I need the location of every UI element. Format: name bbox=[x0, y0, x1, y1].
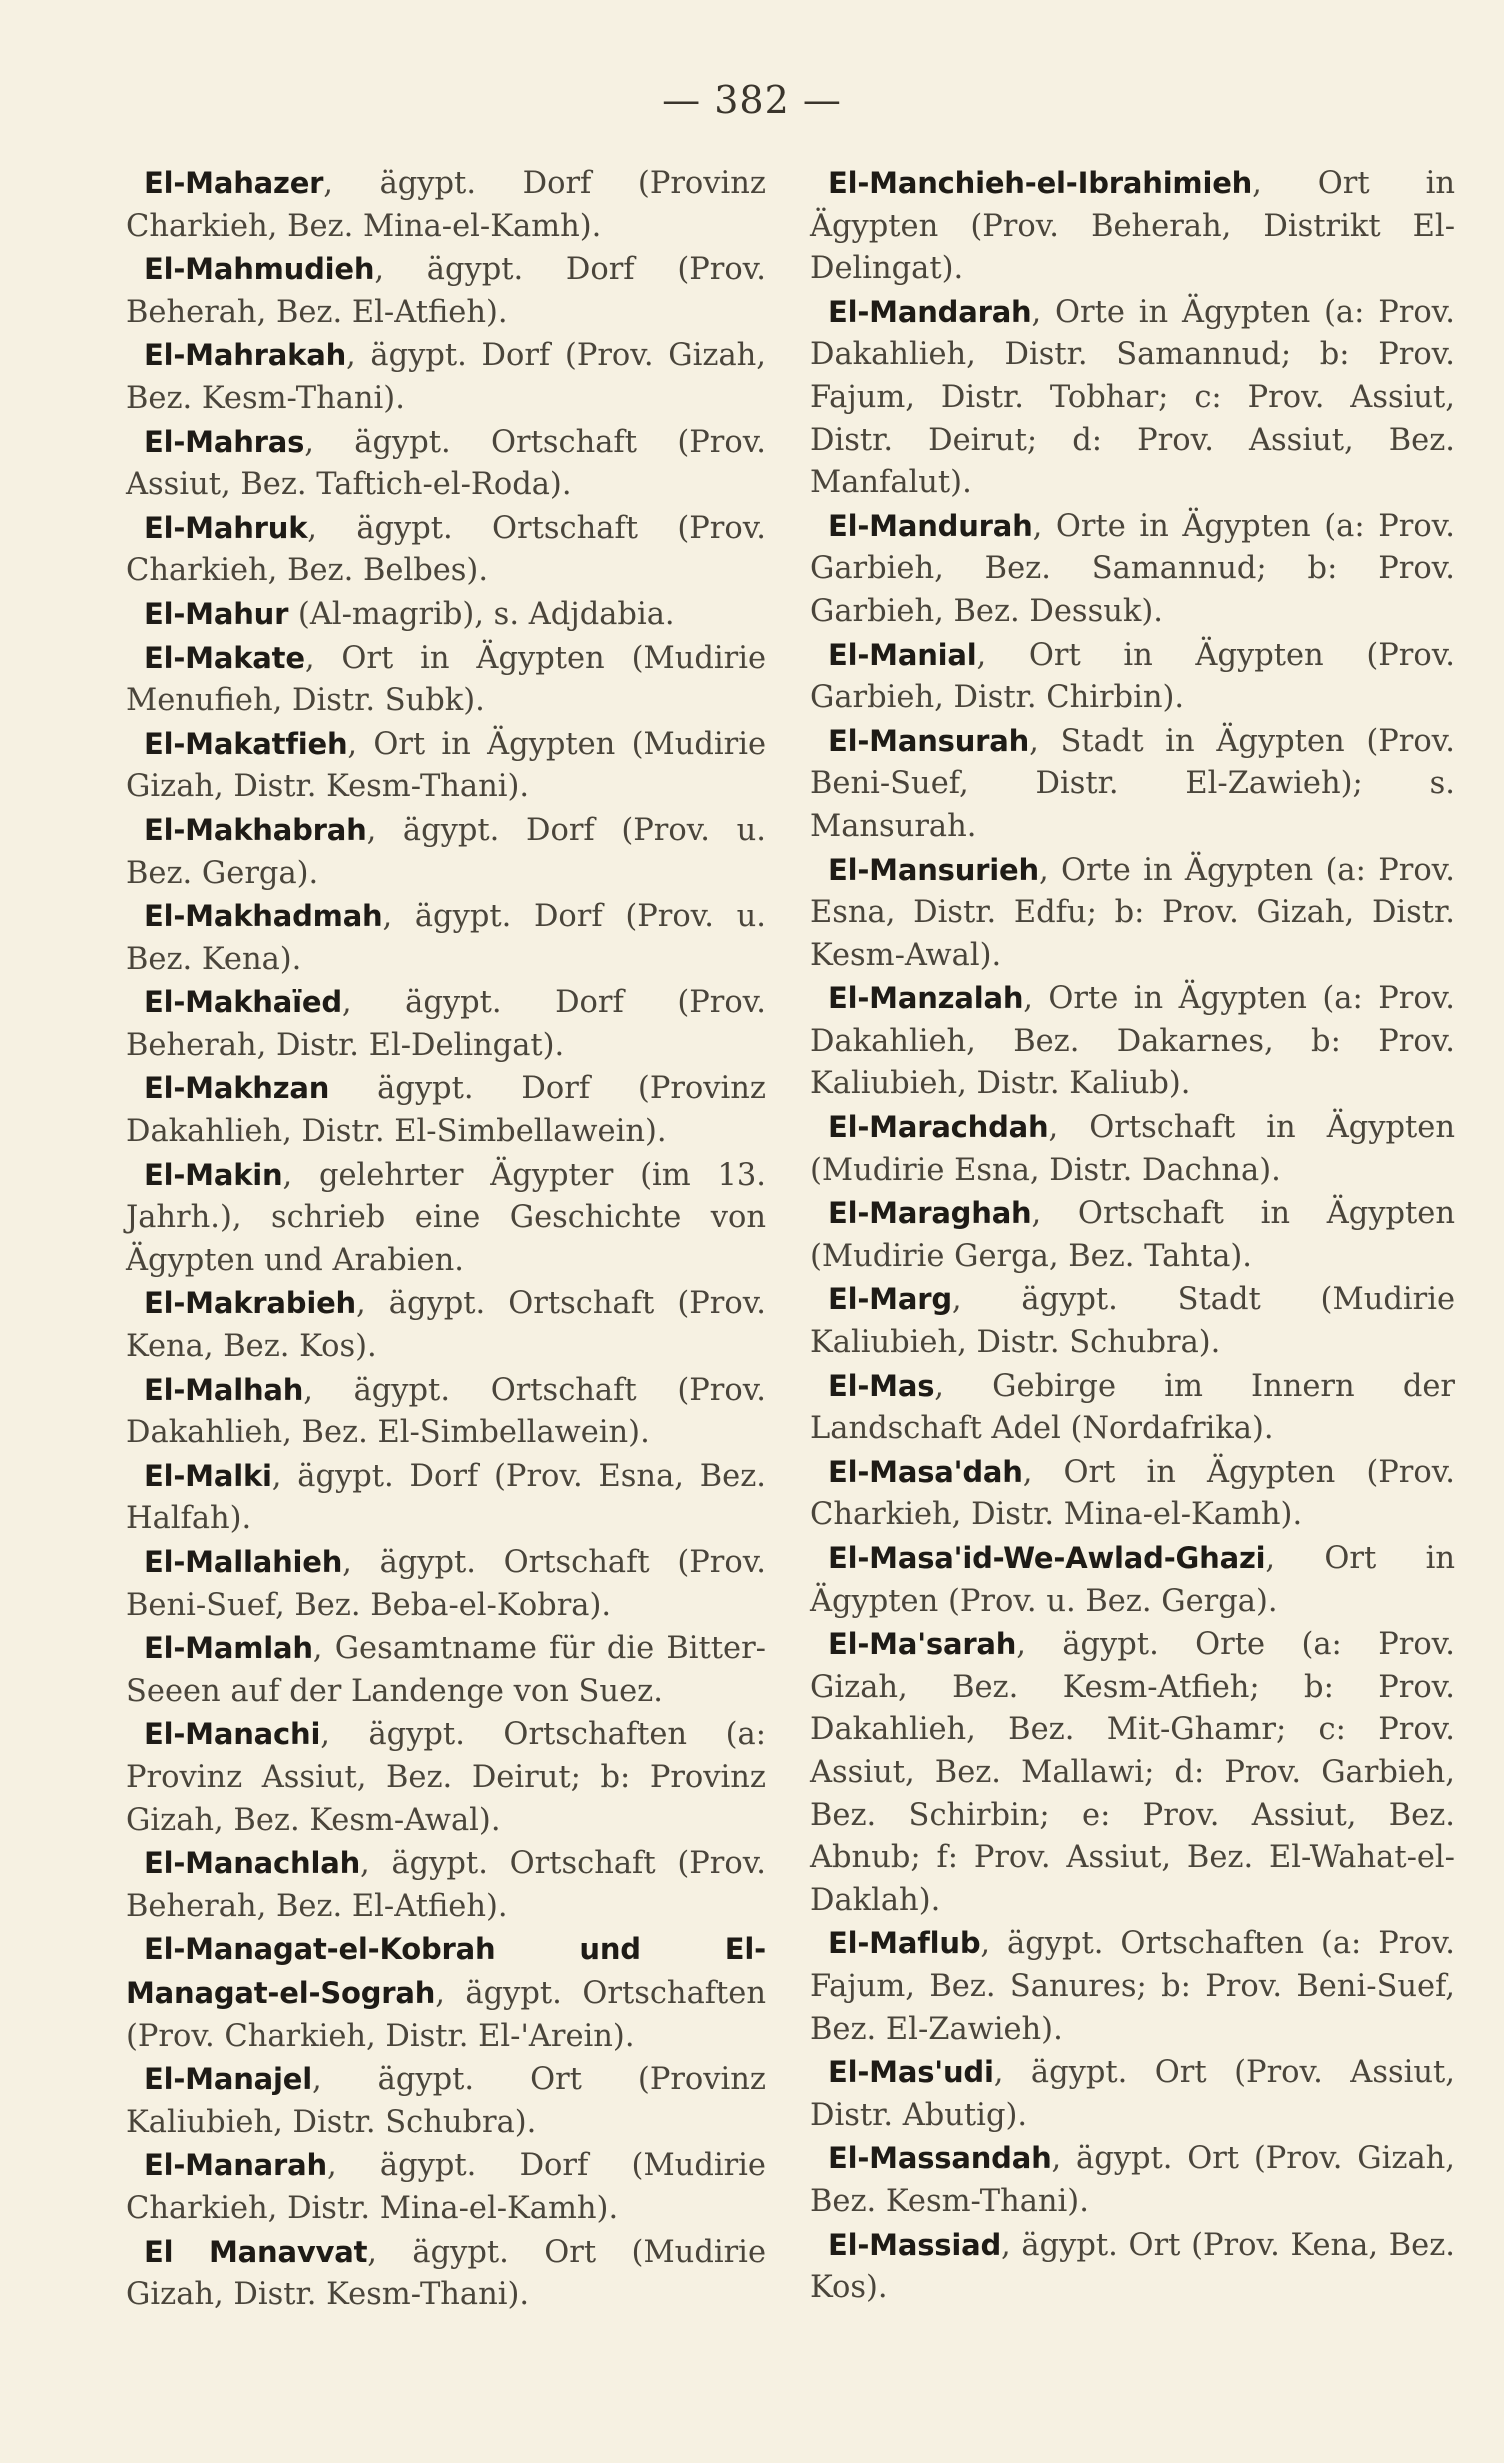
entry-description: , ägypt. Ort (Prov. Kena, Bez. Kos). bbox=[810, 2227, 1455, 2306]
dictionary-entry bbox=[810, 1106, 1455, 1192]
entry-description: , ägypt. Ortschaften (a: Prov. Fajum, Bez. Sanures; b: Prov. Beni-Suef, Bez. El-Zawieh). bbox=[810, 1926, 1455, 2047]
entry-description: , Ortschaft in Ägypten (Mudirie Gerga, Bez. Tahta). bbox=[810, 1196, 1455, 1274]
entry-description: , ägypt. Dorf (Prov. u. Bez. Kena). bbox=[126, 899, 766, 977]
dictionary-entry bbox=[810, 1365, 1455, 1451]
entry-description: , ägypt. Ort (Prov. Assiut, Distr. Abutig). bbox=[810, 2055, 1455, 2133]
entry-headword: El-Mansurieh bbox=[828, 852, 1039, 887]
dictionary-entry bbox=[126, 981, 766, 1067]
dictionary-entry bbox=[126, 809, 766, 895]
entry-headword: El-Massandah bbox=[828, 2141, 1052, 2176]
entry-headword: El-Manachi bbox=[144, 1717, 321, 1752]
entry-headword: El-Maraghah bbox=[828, 1196, 1032, 1231]
entry-headword: El-Mamlah bbox=[144, 1631, 313, 1666]
entry-description: , ägypt. Ort (Mudirie Gizah, Distr. Kesm-Thani). bbox=[126, 2234, 766, 2313]
dictionary-entry bbox=[126, 1154, 766, 1283]
entry-headword: El-Malki bbox=[144, 1458, 272, 1493]
entry-headword: El-Mandarah bbox=[828, 294, 1032, 329]
entry-description: , ägypt. Dorf (Provinz Charkieh, Bez. Mina-el-Kamh). bbox=[126, 166, 766, 244]
dictionary-entry bbox=[810, 1537, 1455, 1623]
entry-description: , ägypt. Dorf (Prov. Gizah, Bez. Kesm-Thani). bbox=[126, 338, 766, 416]
dictionary-entry bbox=[810, 162, 1455, 291]
entry-description: , Gebirge im Innern der Landschaft Adel (Nordafrika). bbox=[810, 1368, 1455, 1447]
dictionary-entry bbox=[126, 1455, 766, 1541]
entry-headword: El-Manajel bbox=[144, 2062, 312, 2097]
entry-description: , Orte in Ägypten (a: Prov. Dakahlieh, Distr. Samannud; b: Prov. Fajum, Distr. Tobhar; c: Prov. Assiut, Distr. Deirut; d: Prov. Assiut, Bez. Manfalut). bbox=[810, 294, 1455, 501]
entry-description: , ägypt. Ortschaft (Prov. Beni-Suef, Bez. Beba-el-Kobra). bbox=[126, 1545, 766, 1623]
entry-headword: El-Managat-el-Kobrah und El-Managat-el-Sograh bbox=[126, 1932, 766, 2010]
dictionary-entry bbox=[126, 2231, 766, 2317]
dictionary-entry bbox=[126, 1928, 766, 2058]
entry-description: , ägypt. Stadt (Mudirie Kaliubieh, Distr. Schubra). bbox=[810, 1282, 1455, 1361]
entry-headword: El-Maflub bbox=[828, 1926, 981, 1961]
dictionary-entry bbox=[810, 720, 1455, 849]
entry-description: , ägypt. Ortschaften (Prov. Charkieh, Distr. El-'Arein). bbox=[126, 1975, 766, 2054]
entry-description: , ägypt. Dorf (Prov. Esna, Bez. Halfah). bbox=[126, 1458, 766, 1537]
dictionary-entry bbox=[126, 1541, 766, 1627]
entry-description: , Orte in Ägypten (a: Prov. Dakahlieh, Bez. Dakarnes, b: Prov. Kaliubieh, Distr. Kaliub). bbox=[810, 981, 1455, 1102]
entry-description: ägypt. Dorf (Provinz Dakahlieh, Distr. El-Simbellawein). bbox=[126, 1071, 766, 1150]
entry-description: , ägypt. Dorf (Mudirie Charkieh, Distr. Mina-el-Kamh). bbox=[126, 2148, 766, 2226]
entry-headword: El-Malhah bbox=[144, 1372, 304, 1407]
entry-headword: El-Makhabrah bbox=[144, 812, 367, 847]
entry-headword: El-Manchieh-el-Ibrahimieh bbox=[828, 166, 1253, 200]
dictionary-entry bbox=[810, 505, 1455, 634]
entry-description: , Orte in Ägypten (a: Prov. Garbieh, Bez. Samannud; b: Prov. Garbieh, Bez. Dessuk). bbox=[810, 508, 1455, 629]
dictionary-entry bbox=[126, 1369, 766, 1455]
entry-headword: El-Makhaïed bbox=[144, 985, 342, 1020]
entry-headword: El-Manachlah bbox=[144, 1846, 361, 1881]
dictionary-entry bbox=[810, 1278, 1455, 1364]
dictionary-entry bbox=[126, 334, 766, 420]
dictionary-entry bbox=[810, 2051, 1455, 2137]
dictionary-entry bbox=[126, 1282, 766, 1368]
entry-description: , ägypt. Ort (Prov. Gizah, Bez. Kesm-Thani). bbox=[810, 2141, 1455, 2219]
entry-headword: El-Mahruk bbox=[144, 510, 308, 545]
entry-headword: El-Manzalah bbox=[828, 981, 1024, 1016]
dictionary-entry bbox=[126, 1067, 766, 1153]
dictionary-entry bbox=[126, 1842, 766, 1928]
right-column bbox=[810, 162, 1455, 2310]
dictionary-entry bbox=[126, 162, 766, 248]
dictionary-entry bbox=[126, 1713, 766, 1842]
entry-headword: El Manavvat bbox=[144, 2234, 368, 2269]
dictionary-entry bbox=[810, 634, 1455, 720]
dictionary-entry bbox=[126, 895, 766, 981]
left-column bbox=[126, 162, 766, 2317]
entry-description: , ägypt. Ortschaft (Prov. Assiut, Bez. Taftich-el-Roda). bbox=[126, 424, 766, 503]
entry-headword: El-Manial bbox=[828, 637, 977, 672]
entry-headword: El-Masa'id-We-Awlad-Ghazi bbox=[828, 1541, 1266, 1575]
dictionary-entry bbox=[126, 1627, 766, 1713]
entry-description: , ägypt. Ortschaften (a: Provinz Assiut, Bez. Deirut; b: Provinz Gizah, Bez. Kesm-Awal). bbox=[126, 1717, 766, 1838]
entry-headword: El-Mas'udi bbox=[828, 2055, 994, 2090]
entry-description: , Orte in Ägypten (a: Prov. Esna, Distr. Edfu; b: Prov. Gizah, Distr. Kesm-Awal). bbox=[810, 852, 1455, 973]
dictionary-entry bbox=[810, 977, 1455, 1106]
entry-headword: El-Masa'dah bbox=[828, 1454, 1023, 1489]
entry-description: , Ort in Ägypten (Prov. Garbieh, Distr. Chirbin). bbox=[810, 637, 1455, 716]
entry-description: , Ort in Ägypten (Prov. Beherah, Distrikt El-Delingat). bbox=[810, 166, 1455, 287]
entry-description: , ägypt. Ortschaft (Prov. Beherah, Bez. El-Atfieh). bbox=[126, 1846, 766, 1924]
entry-description: , ägypt. Dorf (Prov. Beherah, Bez. El-Atfieh). bbox=[126, 252, 766, 330]
dictionary-entry bbox=[810, 849, 1455, 978]
entry-headword: El-Mahmudieh bbox=[144, 252, 375, 287]
dictionary-entry bbox=[126, 593, 766, 637]
dictionary-entry bbox=[810, 2224, 1455, 2310]
dictionary-entry bbox=[810, 1623, 1455, 1922]
entry-headword: El-Makin bbox=[144, 1157, 283, 1192]
dictionary-entry bbox=[126, 507, 766, 593]
dictionary-entry bbox=[810, 1922, 1455, 2051]
entry-headword: El-Makrabieh bbox=[144, 1286, 356, 1321]
dictionary-entry bbox=[126, 248, 766, 334]
entry-headword: El-Massiad bbox=[828, 2227, 1002, 2262]
page-number: — 382 — bbox=[662, 78, 842, 122]
entry-description: (Al-magrib), s. Adjdabia. bbox=[288, 596, 675, 632]
entry-description: , ägypt. Ortschaft (Prov. Kena, Bez. Kos). bbox=[126, 1286, 766, 1365]
entry-description: , ägypt. Dorf (Prov. Beherah, Distr. El-Delingat). bbox=[126, 985, 766, 1063]
entry-headword: El-Mahazer bbox=[144, 166, 324, 200]
entry-description: , Stadt in Ägypten (Prov. Beni-Suef, Distr. El-Zawieh); s. Mansurah. bbox=[810, 723, 1455, 844]
entry-description: , ägypt. Dorf (Prov. u. Bez. Gerga). bbox=[126, 812, 766, 891]
entry-headword: El-Marg bbox=[828, 1282, 952, 1317]
entry-headword: El-Makhzan bbox=[144, 1071, 330, 1106]
entry-headword: El-Makatfieh bbox=[144, 726, 348, 761]
entry-headword: El-Manarah bbox=[144, 2148, 327, 2183]
entry-description: , Ort in Ägypten (Prov. Charkieh, Distr. Mina-el-Kamh). bbox=[810, 1454, 1455, 1533]
entry-headword: El-Ma'sarah bbox=[828, 1627, 1017, 1662]
entry-description: , Ort in Ägypten (Mudirie Menufieh, Distr. Subk). bbox=[126, 640, 766, 719]
dictionary-entry bbox=[126, 723, 766, 809]
entry-headword: El-Mallahieh bbox=[144, 1545, 343, 1579]
entry-description: , ägypt. Ortschaft (Prov. Charkieh, Bez. Belbes). bbox=[126, 510, 766, 589]
dictionary-entry bbox=[810, 2137, 1455, 2223]
entry-description: , Ort in Ägypten (Mudirie Gizah, Distr. Kesm-Thani). bbox=[126, 726, 766, 805]
entry-description: , Ortschaft in Ägypten (Mudirie Esna, Distr. Dachna). bbox=[810, 1110, 1455, 1188]
entry-headword: El-Mahras bbox=[144, 424, 305, 459]
dictionary-entry bbox=[810, 291, 1455, 505]
entry-headword: El-Marachdah bbox=[828, 1110, 1049, 1145]
entry-headword: El-Mas bbox=[828, 1368, 935, 1403]
dictionary-entry bbox=[810, 1451, 1455, 1537]
entry-headword: El-Makate bbox=[144, 640, 305, 675]
entry-headword: El-Mansurah bbox=[828, 723, 1030, 758]
entry-description: , ägypt. Ortschaft (Prov. Dakahlieh, Bez. El-Simbellawein). bbox=[126, 1372, 766, 1451]
entry-description: , Ort in Ägypten (Prov. u. Bez. Gerga). bbox=[810, 1541, 1455, 1619]
entry-headword: El-Mahrakah bbox=[144, 338, 347, 373]
dictionary-entry bbox=[126, 2058, 766, 2144]
dictionary-entry bbox=[126, 2144, 766, 2230]
entry-headword: El-Makhadmah bbox=[144, 899, 383, 934]
entry-description: , ägypt. Orte (a: Prov. Gizah, Bez. Kesm-Atfieh; b: Prov. Dakahlieh, Bez. Mit-Ghamr; c: Prov. Assiut, Bez. Mallawi; d: Prov. Garbieh, Bez. Schirbin; e: Prov. Assiut, Bez. Abnub; f: Prov. Assiut, Bez. El-Wahat-el-Daklah). bbox=[810, 1627, 1455, 1918]
entry-headword: El-Mahur bbox=[144, 596, 289, 631]
entry-description: , ägypt. Ort (Provinz Kaliubieh, Distr. Schubra). bbox=[126, 2062, 766, 2140]
dictionary-entry bbox=[126, 421, 766, 507]
dictionary-entry bbox=[126, 637, 766, 723]
entry-headword: El-Mandurah bbox=[828, 508, 1033, 543]
entry-description: , gelehrter Ägypter (im 13. Jahrh.), schrieb eine Geschichte von Ägypten und Arabien. bbox=[126, 1157, 766, 1278]
dictionary-entry bbox=[810, 1192, 1455, 1278]
entry-description: , Gesamtname für die Bitter-Seeen auf der Landenge von Suez. bbox=[126, 1631, 766, 1709]
